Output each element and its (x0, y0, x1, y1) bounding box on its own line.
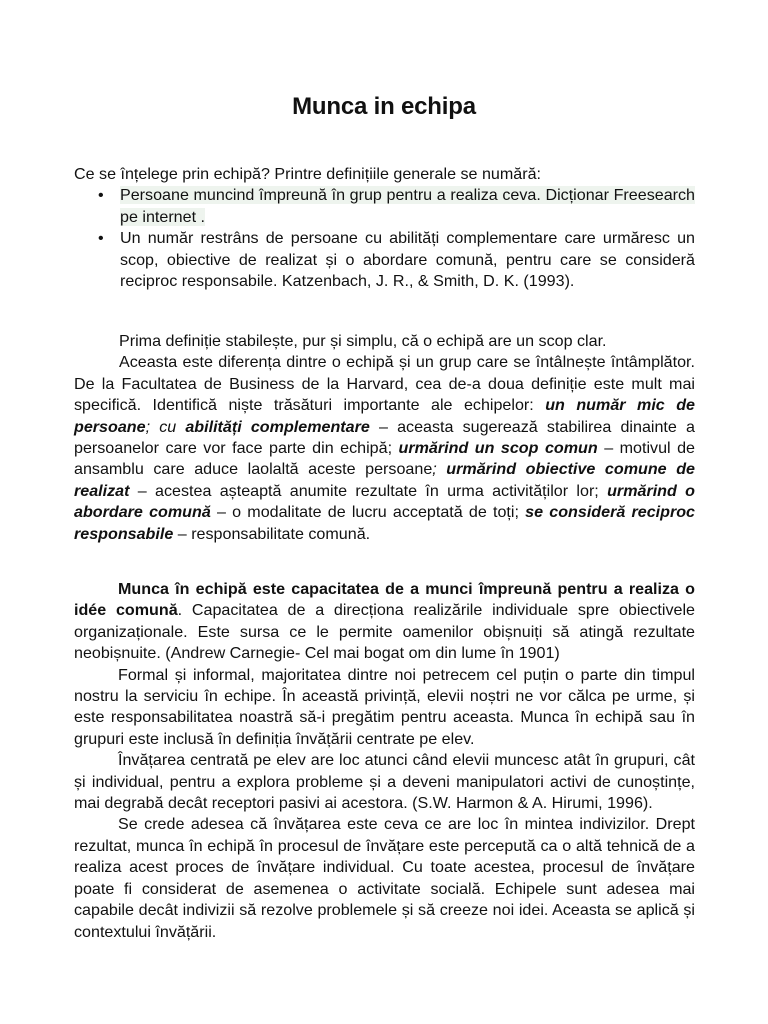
intro-text: Ce se înțelege prin echipă? Printre definițiile generale se numără: (74, 165, 541, 183)
teamwork-section (74, 579, 695, 943)
emphasis: un număr mic de persoane (74, 396, 695, 436)
text-run: – acestea așteaptă anumite rezultate în urma activităților lor; (129, 481, 608, 500)
emphasis: urmărind un scop comun (398, 439, 598, 458)
paragraph-5: Învățarea centrată pe elev are loc atunci când elevii muncesc atât în grupuri, cât și individual, pentru a explora probleme și a deveni manipulatori activi de cunoștințe, mai degrabă decât receptori pasivi ai acestora. (S.W. Harmon & A. Hirumi, 1996). (74, 751, 695, 813)
text-run: – motivul de ansamblu care aduce laolaltă aceste persoane (74, 439, 695, 479)
paragraph-2 (74, 352, 695, 545)
text-run: ; (432, 460, 447, 479)
paragraph-3 (74, 579, 695, 665)
text-run: Aceasta este diferența dintre o echipă și un grup care se întâlnește întâmplător. De la Facultatea de Business de la Harvard, cea de-a doua definiție este mult mai specifică. Identifică niște trăsături importante ale echipelor: (74, 353, 695, 415)
text-run: – o modalitate de lucru acceptată de toți; (210, 503, 526, 522)
bullet-icon: • (98, 186, 104, 205)
emphasis: urmărind obiective comune de realizat (74, 460, 695, 500)
text-run: – aceasta sugerează stabilirea dinainte a persoanelor care vor face parte din echipă; (74, 417, 695, 458)
page-title: Munca in echipa (292, 93, 476, 120)
list-item (74, 185, 695, 228)
paragraph-1: Prima definiție stabilește, pur și simplu, că o echipă are un scop clar. (119, 332, 607, 350)
text-run: – responsabilitate comună. (173, 524, 371, 543)
definitions-section (74, 164, 695, 292)
list-item (74, 228, 695, 292)
text-run: ; (145, 417, 160, 436)
text-run: . Capacitatea de a direcționa realizările individuale spre obiectivele organizaționale. Este sursa ce le permite oamenilor obișnuiți să atingă rezultate neobișnuite. (Andrew Carnegie- Cel mai bogat om din lume în 1901) (74, 601, 695, 663)
text-run: cu (159, 417, 186, 436)
definition-text: Un număr restrâns de persoane cu abilități complementare care urmăresc un scop, obiective de realizat și o abordare comună, pentru care se consideră reciproc responsabile. Katzenbach, J. R., & Smith, D. K. (1993). (120, 229, 695, 291)
paragraph-6: Se crede adesea că învățarea este ceva ce are loc în mintea indivizilor. Drept rezultat, munca în echipă în procesul de învățare este percepută ca o altă tehnică de a realiza acest proces de învățare individual. Cu toate acestea, procesul de învățare poate fi considerat de asemenea o activitate socială. Echipele sunt adesea mai capabile decât indivizii să rezolve problemele și să creeze noi idei. Aceasta se aplică și contextului învățării. (74, 815, 695, 941)
emphasis: Munca în echipă este capacitatea de a munci împreună pentru a realiza o idée comună (74, 580, 695, 620)
paragraph-4: Formal și informal, majoritatea dintre noi petrecem cel puțin o parte din timpul nostru la serviciu în echipe. În această privință, elevii noștri ne vor călca pe urme, și este responsabilitatea noastră să-i pregătim pentru aceasta. Munca în echipă sau în grupuri este inclusă în definiția învățării centrate pe elev. (74, 665, 695, 748)
emphasis: se consideră reciproc responsabile (74, 503, 695, 543)
emphasis: abilități complementare (185, 417, 370, 436)
definition-list (74, 185, 695, 292)
emphasis: urmărind o abordare comună (74, 481, 695, 522)
definition-text: Persoane muncind împreună în grup pentru a realiza ceva. Dicționar Freesearch pe internet . (120, 186, 695, 226)
bullet-icon: • (98, 229, 104, 248)
analysis-section (74, 331, 695, 545)
